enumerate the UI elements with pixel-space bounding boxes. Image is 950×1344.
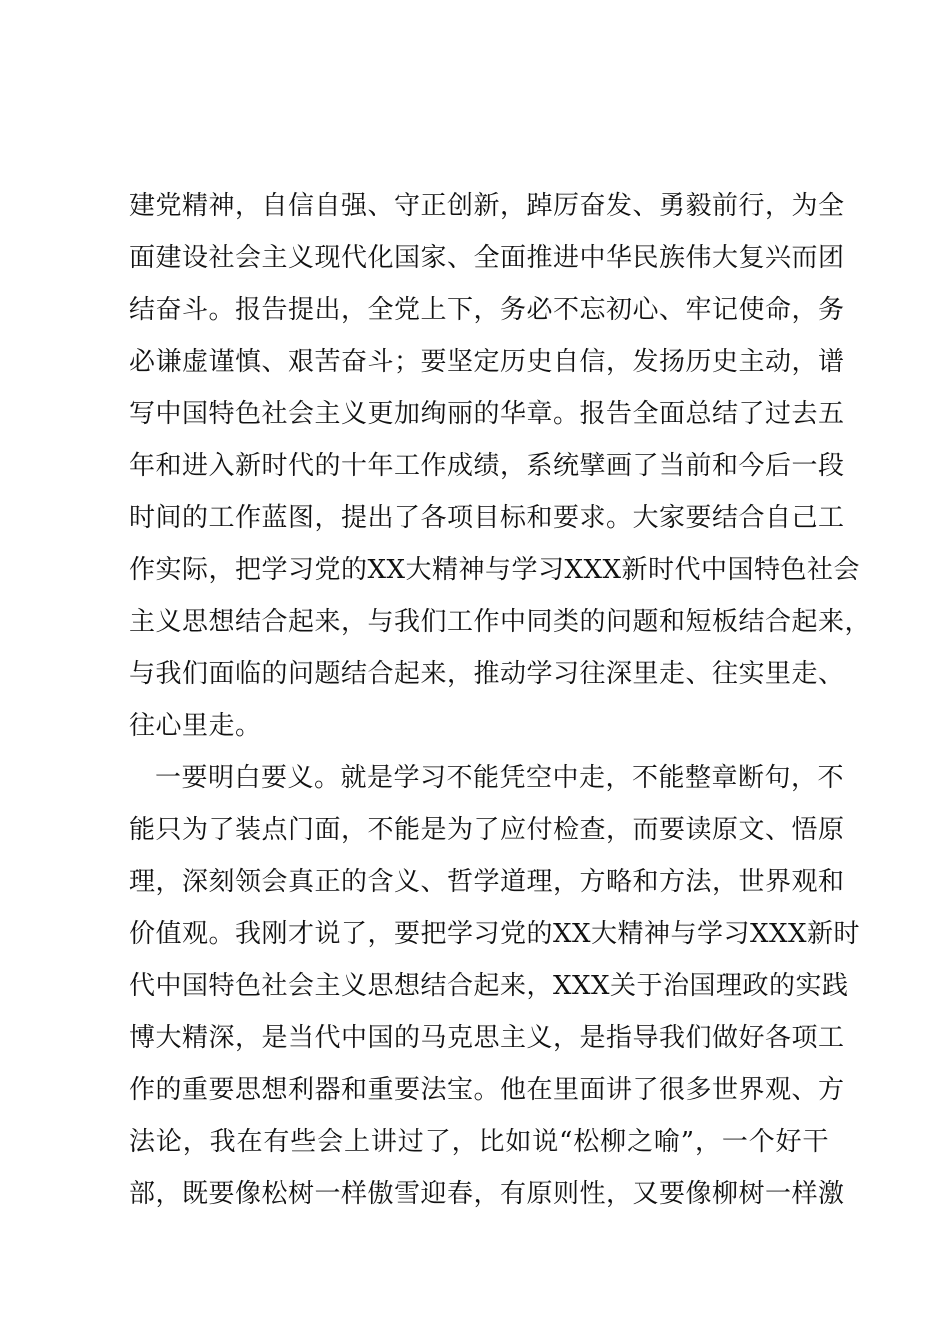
paragraph-line: 代中国特色社会主义思想结合起来，XXX关于治国理政的实践 <box>129 971 849 1001</box>
paragraph-2 <box>129 752 861 1220</box>
paragraph-line: 作的重要思想利器和重要法宝。他在里面讲了很多世界观、方 <box>129 1075 845 1105</box>
paragraph-line: 时间的工作蓝图，提出了各项目标和要求。大家要结合自己工 <box>129 503 845 533</box>
paragraph-line: 面建设社会主义现代化国家、全面推进中华民族伟大复兴而团 <box>129 243 845 273</box>
paragraph-line: 与我们面临的问题结合起来，推动学习往深里走、往实里走、 <box>129 659 845 689</box>
paragraph-line: 能只为了装点门面，不能是为了应付检查，而要读原文、悟原 <box>129 815 845 845</box>
paragraph-line: 一要明白要义。就是学习不能凭空中走，不能整章断句，不 <box>155 763 845 793</box>
paragraph-line: 博大精深，是当代中国的马克思主义，是指导我们做好各项工 <box>129 1023 845 1053</box>
paragraph-line: 必谦虚谨慎、艰苦奋斗；要坚定历史自信，发扬历史主动，谱 <box>129 347 845 377</box>
paragraph-line: 结奋斗。报告提出，全党上下，务必不忘初心、牢记使命，务 <box>129 295 845 325</box>
paragraph-1 <box>129 180 872 752</box>
paragraph-line: 作实际，把学习党的XX大精神与学习XXX新时代中国特色社会 <box>129 555 861 585</box>
paragraph-line: 价值观。我刚才说了，要把学习党的XX大精神与学习XXX新时 <box>129 919 861 949</box>
paragraph-line: 法论，我在有些会上讲过了，比如说“松柳之喻”，一个好干 <box>129 1127 829 1157</box>
paragraph-line: 主义思想结合起来，与我们工作中同类的问题和短板结合起来， <box>129 607 872 637</box>
paragraph-line: 年和进入新时代的十年工作成绩，系统擘画了当前和今后一段 <box>129 451 845 481</box>
paragraph-line: 理，深刻领会真正的含义、哲学道理，方略和方法，世界观和 <box>129 867 845 897</box>
paragraph-line: 往心里走。 <box>129 711 262 741</box>
paragraph-line: 写中国特色社会主义更加绚丽的华章。报告全面总结了过去五 <box>129 399 845 429</box>
paragraph-line: 部，既要像松树一样傲雪迎春，有原则性，又要像柳树一样激 <box>129 1179 845 1209</box>
body-text <box>129 180 872 1220</box>
paragraph-line: 建党精神，自信自强、守正创新，踔厉奋发、勇毅前行，为全 <box>129 191 845 221</box>
